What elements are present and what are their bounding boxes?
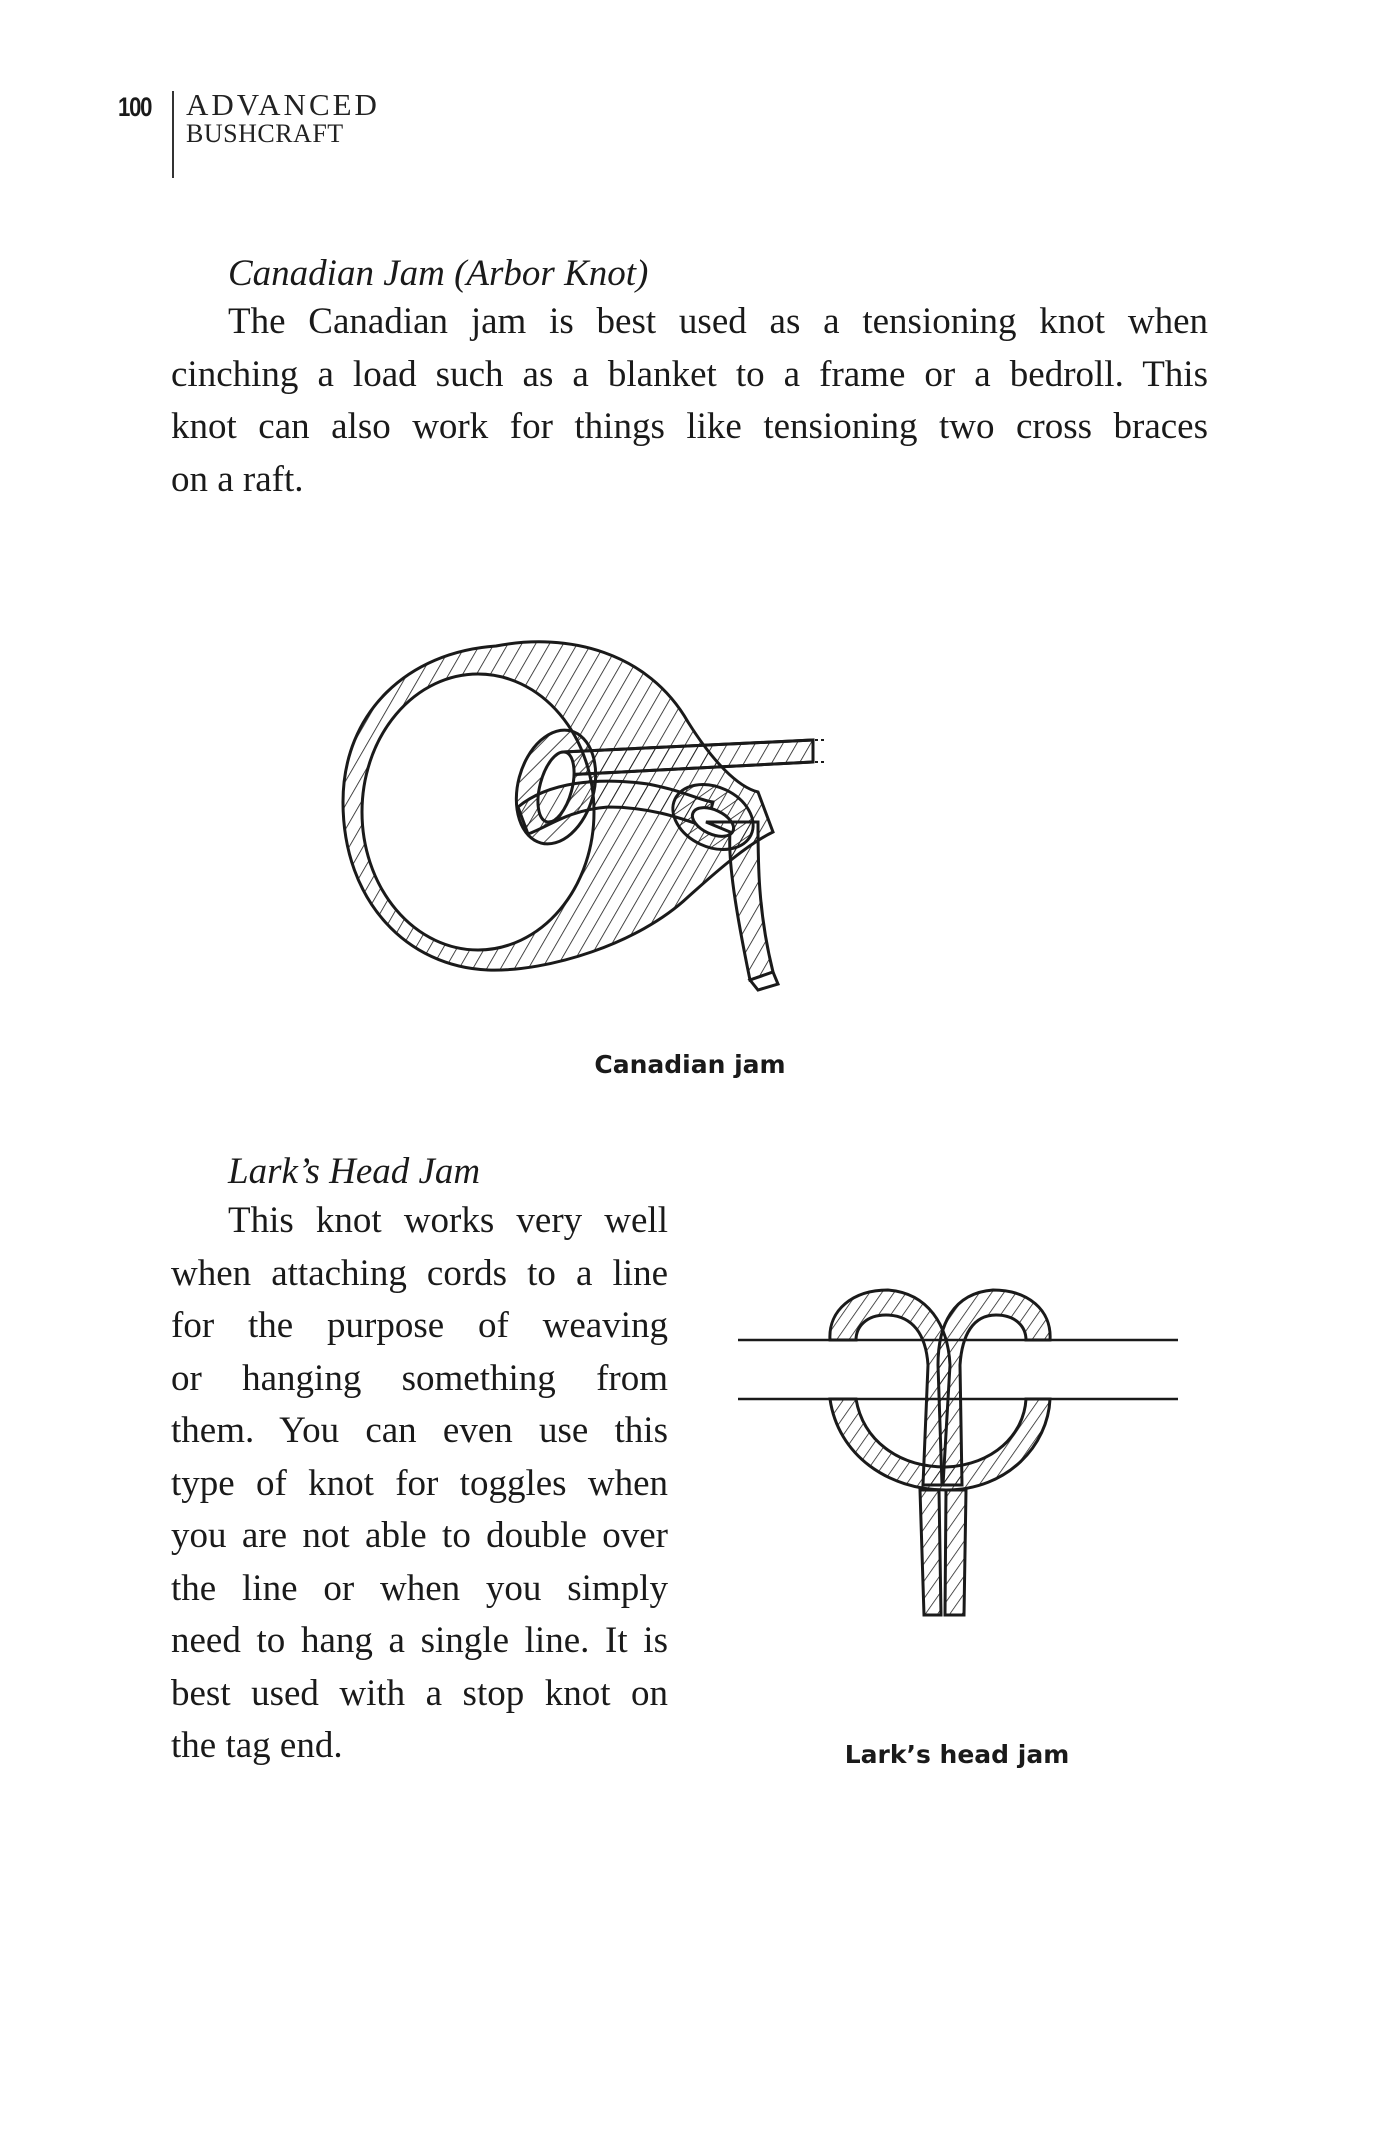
text-line: The Canadian jam is best used as a tensioning knot when [228,301,1208,342]
text-line: cinching a load such as a blanket to a frame or a bedroll. This [171,353,1208,395]
text-line: the line or when you simply [171,1567,668,1609]
canadian-jam-knot-illustration [318,612,1068,992]
text-line: This knot works very well [228,1200,668,1241]
rope-loop [343,642,773,1212]
section-heading-larks-head-jam: Lark’s Head Jam [228,1151,481,1192]
header-divider [172,91,174,178]
page-number: 100 [118,92,152,122]
text-line: the tag end. [171,1725,343,1766]
text-line: them. You can even use this [171,1410,668,1451]
text-line: best used with a stop knot on [171,1672,668,1714]
text-line: you are not able to double over [171,1515,668,1556]
text-line: knot can also work for things like tensioning two cross braces [171,406,1208,447]
larks-head-jam-knot-illustration [728,1285,1188,1625]
section-heading-canadian-jam: Canadian Jam (Arbor Knot) [228,253,649,294]
text-line: for the purpose of weaving [171,1305,668,1346]
text-line: need to hang a single line. It is [171,1620,668,1661]
text-line: on a raft. [171,458,304,500]
text-line: or hanging something from [171,1357,668,1399]
body-paragraph-larks-head-jam [171,1195,668,1773]
figure-caption-canadian-jam: Canadian jam [594,1050,786,1079]
book-title-line1: ADVANCED [186,87,380,122]
body-paragraph-canadian-jam [171,296,1208,506]
text-line: when attaching cords to a line [171,1252,668,1294]
text-line: type of knot for toggles when [171,1462,668,1504]
book-title-line2: BUSHCRAFT [186,119,344,148]
figure-caption-larks-head-jam: Lark’s head jam [844,1740,1070,1769]
